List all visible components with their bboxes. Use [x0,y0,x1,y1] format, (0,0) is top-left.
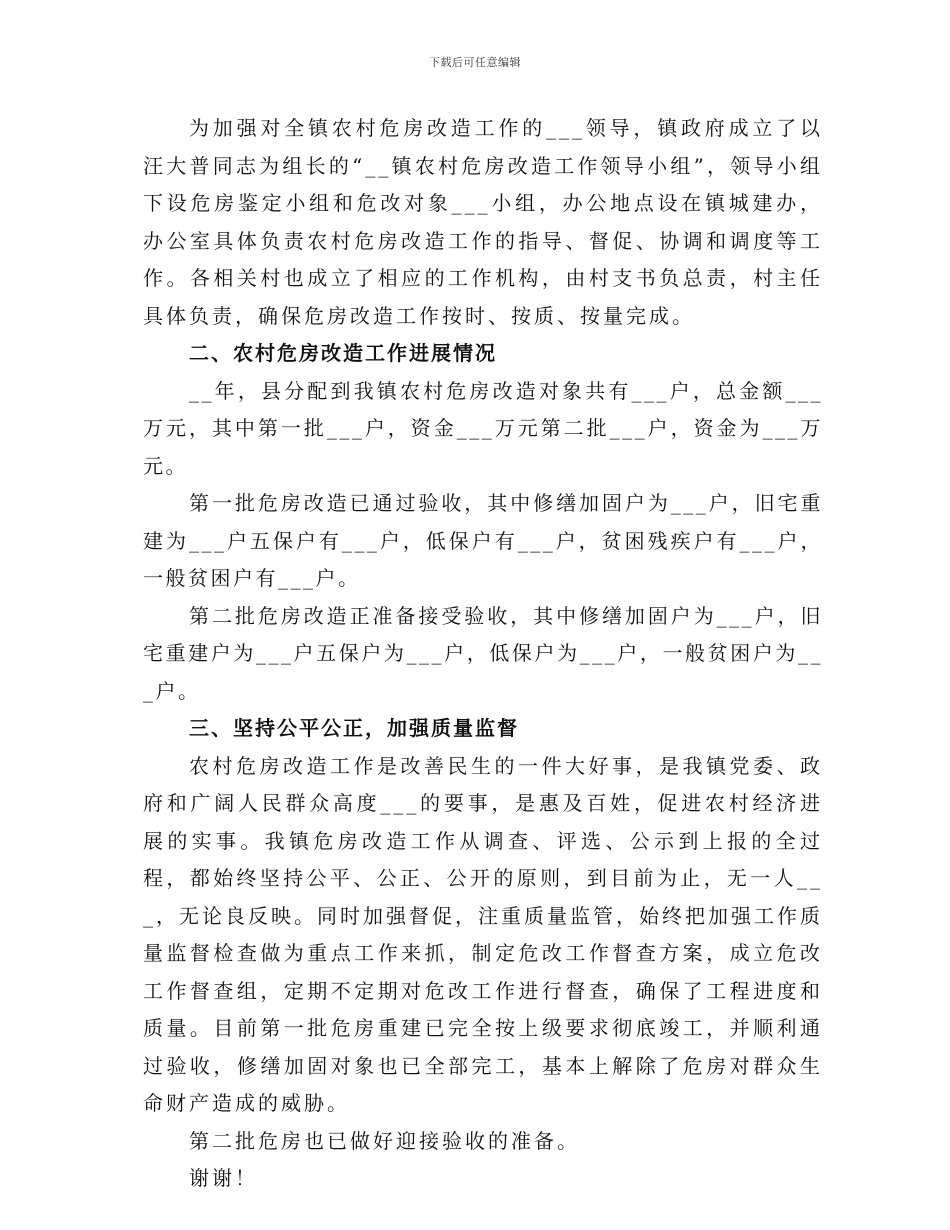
paragraph-quality-supervision: 农村危房改造工作是改善民生的一件大好事，是我镇党委、政府和广阔人民群众高度___的要事，是惠及百姓，促进农村经济进展的实事。我镇危房改造工作从调查、评选、公示到上报的全过程，都始终坚持公平、公正、公开的原则，到目前为止，无一人___，无论良反映。同时加强督促，注重质量监管，始终把加强工作质量监督检查做为重点工作来抓，制定危改工作督查方案，成立危改工作督查组，定期不定期对危改工作进行督查，确保了工程进度和质量。目前第一批危房重建已完全按上级要求彻底竣工，并顺利通过验收，修缮加固对象也已全部完工，基本上解除了危房对群众生命财产造成的威胁。 [143,753,823,1115]
page-header: 下载后可任意编辑 [429,56,521,69]
paragraph-second-batch-ready: 第二批危房也已做好迎接验收的准备。 [189,1128,580,1153]
paragraph-leadership: 为加强对全镇农村危房改造工作的___领导，镇政府成立了以汪大普同志为组长的“__镇农村危房改造工作领导小组”，领导小组下设危房鉴定小组和危改对象___小组，办公地点设在镇城建办，办公室具体负责农村危房改造工作的指导、督促、协调和调度等工作。各相关村也成立了相应的工作机构，由村支书负总责，村主任具体负责，确保危房改造工作按时、按质、按量完成。 [143,116,823,328]
paragraph-second-batch: 第二批危房改造正准备接受验收，其中修缮加固户为___户，旧宅重建户为___户五保户为___户，低保户为___户，一般贫困户为___户。 [143,603,823,703]
section-heading-fairness: 三、坚持公平公正，加强质量监督 [189,716,519,740]
section-heading-progress: 二、农村危房改造工作进展情况 [189,341,497,365]
closing-thanks: 谢谢！ [189,1166,258,1190]
document-body [143,110,823,1198]
paragraph-allocation: __年，县分配到我镇农村危房改造对象共有___户，总金额___万元，其中第一批___户，资金___万元第二批___户，资金为___万元。 [143,378,823,478]
paragraph-first-batch: 第一批危房改造已通过验收，其中修缮加固户为___户，旧宅重建为___户五保户有___户，低保户有___户，贫困残疾户有___户，一般贫困户有___户。 [143,491,823,590]
